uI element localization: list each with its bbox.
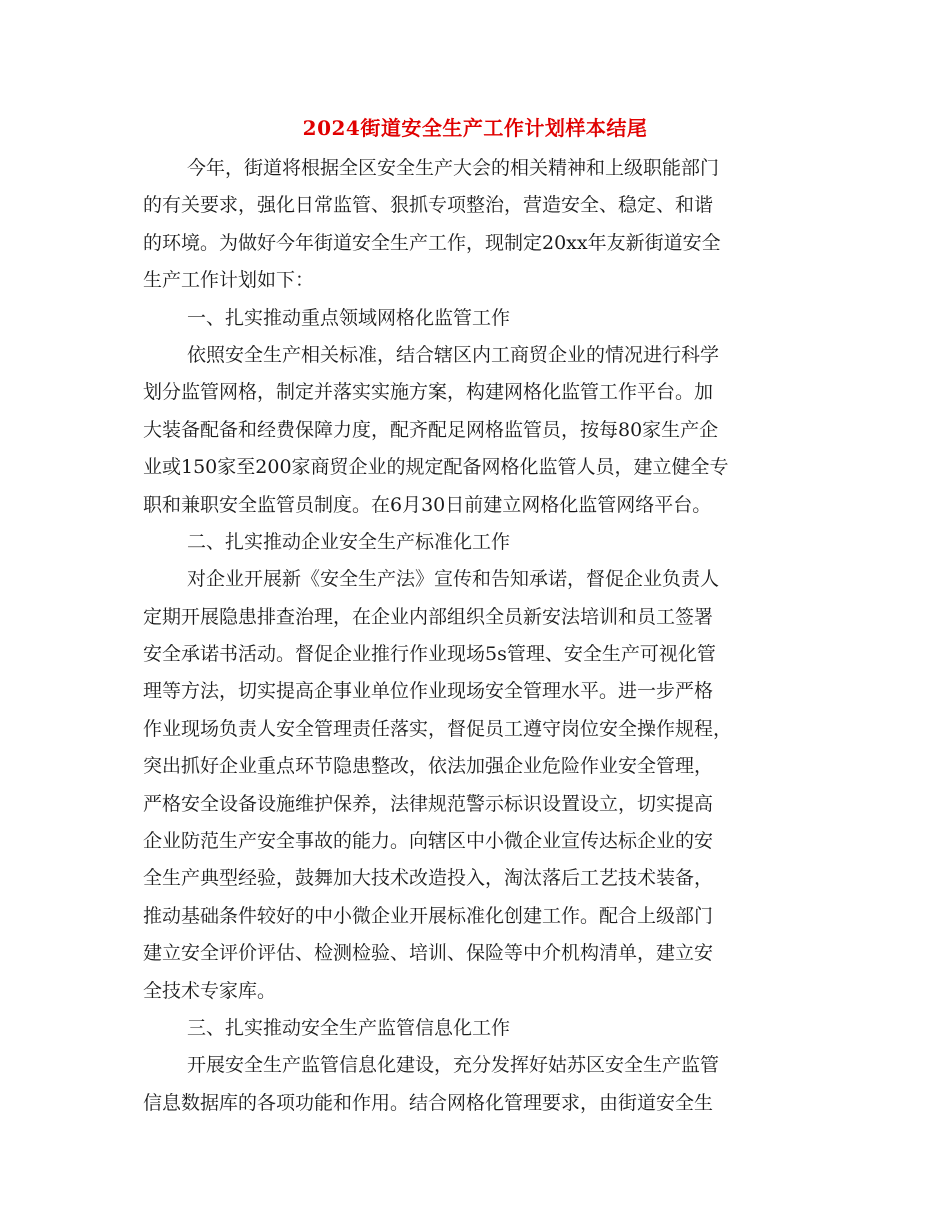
paragraph-line: 业或150家至200家商贸企业的规定配备网格化监管人员，建立健全专	[143, 456, 729, 479]
paragraph-line: 安全承诺书活动。督促企业推行作业现场5s管理、安全生产可视化管	[143, 643, 716, 666]
paragraph-line: 作业现场负责人安全管理责任落实，督促员工遵守岗位安全操作规程，	[143, 717, 733, 740]
section-heading: 三、扎实推动安全生产监管信息化工作	[187, 1016, 511, 1039]
document-title: 2024街道安全生产工作计划样本结尾	[302, 116, 648, 140]
paragraph-line: 大装备配备和经费保障力度，配齐配足网格监管员，按每80家生产企	[143, 418, 719, 441]
paragraph-line: 全技术专家库。	[143, 979, 277, 1002]
paragraph-line: 全生产典型经验，鼓舞加大技术改造投入，淘汰落后工艺技术装备，	[143, 867, 714, 890]
paragraph-line: 建立安全评价评估、检测检验、培训、保险等中介机构清单，建立安	[143, 942, 714, 965]
paragraph-line: 对企业开展新《安全生产法》宣传和告知承诺，督促企业负责人	[187, 568, 720, 591]
paragraph-line: 信息数据库的各项功能和作用。结合网格化管理要求，由街道安全生	[143, 1091, 714, 1114]
paragraph-line: 定期开展隐患排查治理，在企业内部组织全员新安法培训和员工签署	[143, 605, 714, 628]
document-body	[143, 150, 805, 1122]
paragraph-line: 今年，街道将根据全区安全生产大会的相关精神和上级职能部门	[187, 157, 720, 179]
paragraph-line: 推动基础条件较好的中小微企业开展标准化创建工作。配合上级部门	[143, 904, 714, 927]
paragraph-line: 企业防范生产安全事故的能力。向辖区中小微企业宣传达标企业的安	[143, 830, 714, 853]
paragraph-line: 开展安全生产监管信息化建设，充分发挥好姑苏区安全生产监管	[187, 1054, 720, 1077]
paragraph-line: 划分监管网格，制定并落实实施方案，构建网格化监管工作平台。加	[143, 381, 714, 404]
paragraph-line: 的环境。为做好今年街道安全生产工作，现制定20xx年友新街道安全	[143, 231, 721, 254]
section-heading: 一、扎实推动重点领域网格化监管工作	[187, 306, 511, 329]
paragraph-line: 生产工作计划如下：	[143, 269, 315, 292]
section-heading: 二、扎实推动企业安全生产标准化工作	[187, 530, 511, 553]
paragraph-line: 的有关要求，强化日常监管、狠抓专项整治，营造安全、稳定、和谐	[143, 194, 714, 217]
paragraph-line: 依照安全生产相关标准，结合辖区内工商贸企业的情况进行科学	[187, 343, 720, 366]
paragraph-line: 严格安全设备设施维护保养，法律规范警示标识设置设立，切实提高	[143, 792, 714, 815]
paragraph-line: 理等方法，切实提高企事业单位作业现场安全管理水平。进一步严格	[143, 680, 714, 703]
paragraph-line: 突出抓好企业重点环节隐患整改，依法加强企业危险作业安全管理，	[143, 755, 714, 778]
paragraph-line: 职和兼职安全监管员制度。在6月30日前建立网格化监管网络平台。	[143, 493, 712, 516]
